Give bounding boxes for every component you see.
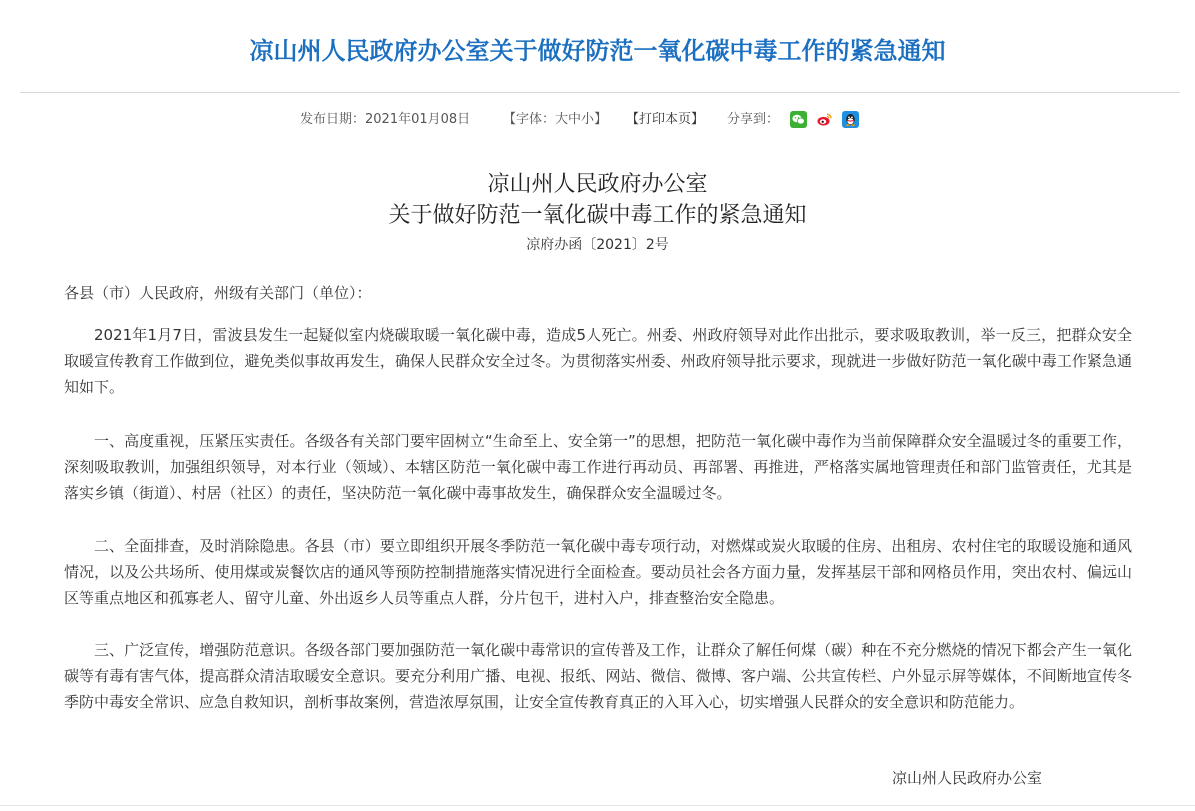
weibo-icon[interactable]: [816, 111, 833, 128]
paragraph-publicity: 三、广泛宣传，增强防范意识。各级各部门要加强防范一氧化碳中毒常识的宣传普及工作，让群众了解任何煤（碳）种在不充分燃烧的情况下都会产生一氧化碳等有毒有害气体，提高群众清洁取暖安全意识。要充分利用广播、电视、报纸、网站、微信、微博、客户端、公共宣传栏、户外显示屏等媒体，不间断地宣传冬季防中毒安全常识、应急自救知识，剖析事故案例，营造浓厚氛围，让安全宣传教育真正的入耳入心，切实增强人民群众的安全意识和防范能力。: [64, 641, 1132, 711]
paragraph-responsibility: 一、高度重视，压紧压实责任。各级各有关部门要牢固树立“生命至上、安全第一”的思想，把防范一氧化碳中毒作为当前保障群众安全温暖过冬的重要工作，深刻吸取教训，加强组织领导，对本行业（领域）、本辖区防范一氧化碳中毒工作进行再动员、再部署、再推进，严格落实属地管理责任和部门监管责任，尤其是落实乡镇（街道）、村居（社区）的责任，坚决防范一氧化碳中毒事故发生，确保群众安全温暖过冬。: [64, 432, 1132, 502]
document-subject: 关于做好防范一氧化碳中毒工作的紧急通知: [388, 203, 807, 228]
paragraph-intro: 2021年1月7日，雷波县发生一起疑似室内烧碳取暖一氧化碳中毒，造成5人死亡。州委、州政府领导对此作出批示，要求吸取教训，举一反三，把群众安全取暖宣传教育工作做到位，避免类似事故再发生，确保人民群众安全过冬。为贯彻落实州委、州政府领导批示要求，现就进一步做好防范一氧化碳中毒工作紧急通知如下。: [64, 326, 1132, 396]
font-medium-link[interactable]: 中: [568, 112, 582, 127]
salutation: 各县（市）人民政府，州级有关部门（单位）：: [64, 284, 372, 302]
title-divider: [20, 92, 1180, 93]
font-size-control: [503, 110, 607, 130]
font-small-link[interactable]: 小: [581, 112, 595, 127]
publish-date: 发布日期：2021年01月08日: [300, 112, 471, 127]
qq-icon[interactable]: [842, 111, 859, 128]
share-label: 分享到：: [727, 112, 780, 127]
wechat-icon[interactable]: [790, 111, 807, 128]
bottom-divider: [0, 805, 1195, 806]
font-large-link[interactable]: 大: [555, 112, 569, 127]
font-size-suffix: 】: [594, 112, 608, 127]
document-issuer: 凉山州人民政府办公室: [487, 172, 708, 197]
page-title: 凉山州人民政府办公室关于做好防范一氧化碳中毒工作的紧急通知: [249, 37, 946, 65]
document-number: 凉府办函〔2021〕2号: [526, 237, 669, 253]
print-page-link[interactable]: 【打印本页】: [626, 112, 705, 127]
signature: 凉山州人民政府办公室: [892, 769, 1043, 787]
font-size-prefix: 【字体：: [503, 112, 556, 127]
paragraph-inspection: 二、全面排查，及时消除隐患。各县（市）要立即组织开展冬季防范一氧化碳中毒专项行动，对燃煤或炭火取暖的住房、出租房、农村住宅的取暖设施和通风情况，以及公共场所、使用煤或炭餐饮店的通风等预防控制措施落实情况进行全面检查。要动员社会各方面力量，发挥基层干部和网格员作用，突出农村、偏远山区等重点地区和孤寡老人、留守儿童、外出返乡人员等重点人群，分片包干，进村入户，排查整治安全隐患。: [64, 537, 1132, 607]
meta-bar: [0, 110, 1195, 130]
